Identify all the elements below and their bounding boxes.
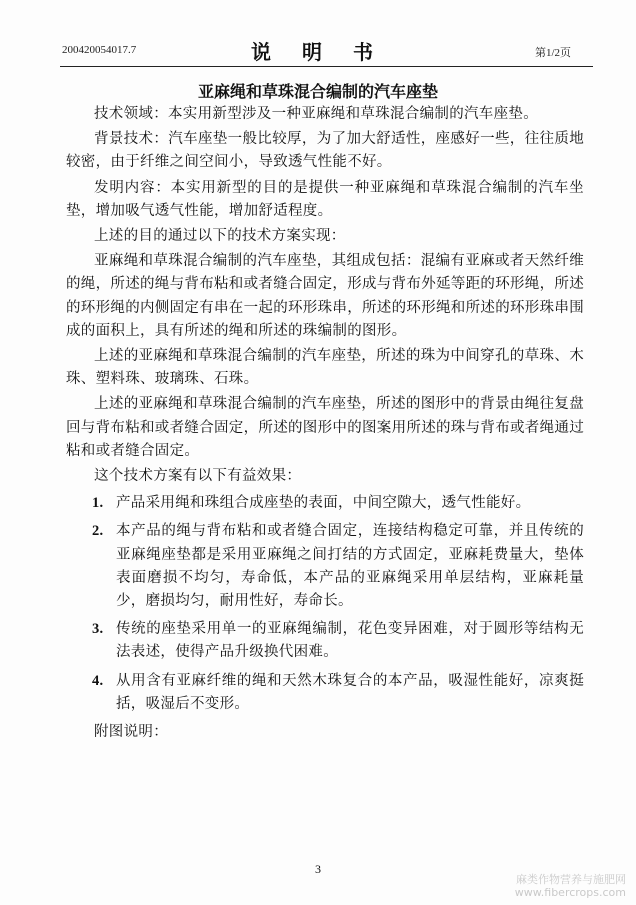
list-item-number: 4. xyxy=(92,672,104,689)
watermark-site-name: 麻类作物营养与施肥网 xyxy=(516,873,626,886)
watermark-url: www.fibercrops.com xyxy=(514,886,626,899)
list-item-number: 3. xyxy=(92,621,104,638)
paragraph-solution-intro: 上述的目的通过以下的技术方案实现： xyxy=(94,228,346,245)
paragraph-invention-content: 发明内容：本实用新型的目的是提供一种亚麻绳和草珠混合编制的汽车坐垫，增加吸气透气性能，增加舒适程度。 xyxy=(66,179,584,219)
paragraph-pattern: 上述的亚麻绳和草珠混合编制的汽车座垫，所述的图形中的背景由绳往复盘回与背布粘和或者缝合固定，所述的图形中的图案用所述的珠与背布或者绳通过粘和或者缝合固定。 xyxy=(66,396,584,459)
document-number: 200420054017.7 xyxy=(62,44,137,56)
list-item-text: 传统的座垫采用单一的亚麻绳编制，花色变异困难，对于圆形等结构无法表述，使得产品升级换代困难。 xyxy=(116,621,584,661)
list-item-number: 1. xyxy=(92,495,104,512)
paragraph-benefits-intro: 这个技术方案有以下有益效果： xyxy=(94,468,302,485)
section-title: 说 明 书 xyxy=(251,40,385,64)
site-watermark xyxy=(515,873,626,899)
paragraph-bead-types: 上述的亚麻绳和草珠混合编制的汽车座垫，所述的珠为中间穿孔的草珠、木珠、塑料珠、玻璃珠、石珠。 xyxy=(66,348,584,388)
list-item xyxy=(66,520,584,613)
header-divider xyxy=(60,66,593,67)
paragraph-technical-field: 技术领域：本实用新型涉及一种亚麻绳和草珠混合编制的汽车座垫。 xyxy=(94,106,538,122)
page-label: 第1/2页 xyxy=(535,47,572,59)
list-item-text: 从用含有亚麻纤维的绳和天然木珠复合的本产品，吸湿性能好，凉爽挺括，吸湿后不变形。 xyxy=(116,672,584,712)
list-item xyxy=(66,618,584,664)
list-item xyxy=(66,492,584,515)
paragraph-composition: 亚麻绳和草珠混合编制的汽车座垫，其组成包括：混编有亚麻或者天然纤维的绳，所述的绳与背布粘和或者缝合固定，形成与背布外延等距的环形绳，所述的环形绳的内侧固定有串在一起的环形珠串，所述的环形绳和所述的环形珠串围成的面积上，具有所述的绳和所述的珠编制的图形。 xyxy=(66,253,584,339)
document-title: 亚麻绳和草珠混合编制的汽车座垫 xyxy=(197,82,438,101)
list-item-number: 2. xyxy=(92,523,104,540)
list-item xyxy=(66,670,584,716)
benefits-list xyxy=(66,492,584,716)
document-body xyxy=(66,103,584,744)
paragraph-background: 背景技术：汽车座垫一般比较厚，为了加大舒适性，座感好一些，往往质地较密，由于纤维之间空间小，导致透气性能不好。 xyxy=(66,131,584,171)
drawing-description-heading: 附图说明： xyxy=(94,724,168,741)
page-number: 3 xyxy=(315,862,321,876)
list-item-text: 产品采用绳和珠组合成座垫的表面，中间空隙大，透气性能好。 xyxy=(116,495,531,512)
list-item-text: 本产品的绳与背布粘和或者缝合固定，连接结构稳定可靠，并且传统的亚麻绳座垫都是采用亚麻绳之间打结的方式固定，亚麻耗费量大，垫体表面磨损不均匀，寿命低，本产品的亚麻绳采用单层结构，亚麻耗量少，磨损均匀，耐用性好，寿命长。 xyxy=(116,523,584,610)
